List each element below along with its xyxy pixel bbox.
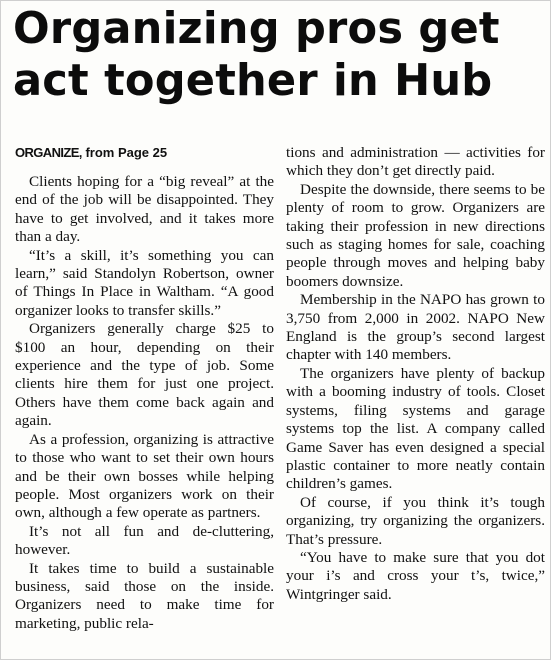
jump-line <box>15 144 274 162</box>
paragraph: Despite the downside, there seems to be plenty of room to grow. Organizers are taking their profession in new directions such as staging homes for sale, coaching people through moves and helping baby boomers downsize. <box>286 180 545 290</box>
paragraph: Membership in the NAPO has grown to 3,750 from 2,000 in 2002. NAPO New England is the group’s second largest chapter with 140 members. <box>286 291 545 364</box>
paragraph-continuation: tions and administration — activities for which they don’t get directly paid. <box>286 144 545 180</box>
paragraph: It’s not all fun and de-cluttering, however. <box>15 522 274 559</box>
headline-line-1: Organizing pros get <box>13 3 500 54</box>
headline <box>13 3 538 107</box>
paragraph: As a profession, organizing is attractive to those who want to set their own hours and be their own bosses while helping people. Most organizers work on their own, although a few operate as partners. <box>15 430 274 522</box>
paragraph: Of course, if you think it’s tough organizing, try organizing the organizers. That’s pressure. <box>286 493 545 548</box>
paragraph: Organizers generally charge $25 to $100 an hour, depending on their experience and the type of job. Some clients hire them for just one project. Others have them come back again and again. <box>15 320 274 430</box>
paragraph: The organizers have plenty of backup with a booming industry of tools. Closet systems, filing systems and garage systems top the list. A company called Game Saver has even designed a special plastic container to more neatly contain children’s games. <box>286 364 545 493</box>
jump-kicker: ORGANIZE, <box>15 145 82 160</box>
right-column <box>286 144 545 633</box>
paragraph: “You have to make sure that you dot your i’s and cross your t’s, twice,” Wintgringer said. <box>286 548 545 603</box>
article-body <box>15 144 545 633</box>
paragraph: It takes time to build a sustainable business, said those on the inside. Organizers need to make time for marketing, public rela- <box>15 559 274 632</box>
jump-from: from Page 25 <box>81 145 168 160</box>
paragraph: Clients hoping for a “big reveal” at the end of the job will be disappointed. They have to get involved, and it takes more than a day. <box>15 173 274 246</box>
headline-line-2: act together in Hub <box>13 55 493 106</box>
paragraph: “It’s a skill, it’s something you can learn,” said Standolyn Robertson, owner of Things In Place in Waltham. “A good organizer looks to transfer skills.” <box>15 246 274 319</box>
left-column <box>15 144 274 633</box>
